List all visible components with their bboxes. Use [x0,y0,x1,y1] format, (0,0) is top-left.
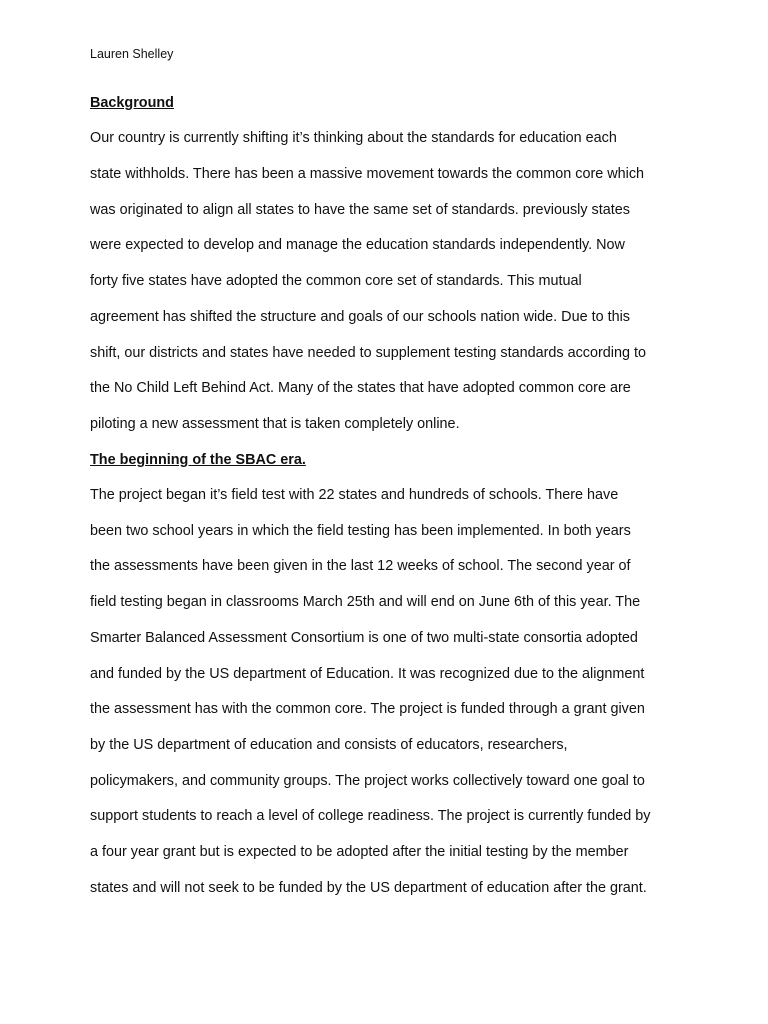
paragraph-line: by the US department of education and consists of educators, researchers, [90,737,568,753]
section-heading-sbac-era: The beginning of the SBAC era. [90,452,306,468]
paragraph-line: policymakers, and community groups. The project works collectively toward one goal to [90,773,645,789]
paragraph-line: support students to reach a level of college readiness. The project is currently funded by [90,808,651,824]
paragraph-line: field testing began in classrooms March 25th and will end on June 6th of this year. The [90,594,641,610]
paragraph-line: Our country is currently shifting it’s thinking about the standards for education each [90,130,617,146]
paragraph-line: were expected to develop and manage the education standards independently. Now [90,237,625,253]
paragraph-line: Smarter Balanced Assessment Consortium is one of two multi-state consortia adopted [90,630,638,646]
paragraph-line: a four year grant but is expected to be adopted after the initial testing by the member [90,844,629,860]
paragraph-line: shift, our districts and states have needed to supplement testing standards according to [90,345,646,361]
paragraph-line: the assessment has with the common core. The project is funded through a grant given [90,701,645,717]
paragraph-line: forty five states have adopted the common core set of standards. This mutual [90,273,582,289]
paragraph-line: piloting a new assessment that is taken completely online. [90,416,460,432]
paragraph-line: state withholds. There has been a massive movement towards the common core which [90,166,645,182]
paragraph-line: states and will not seek to be funded by the US department of education after the grant. [90,880,647,896]
section-heading-background: Background [90,95,174,111]
paragraph-line: agreement has shifted the structure and goals of our schools nation wide. Due to this [90,309,630,325]
paragraph-line: the No Child Left Behind Act. Many of the states that have adopted common core are [90,380,631,396]
paragraph-line: been two school years in which the field testing has been implemented. In both years [90,523,631,539]
paragraph-line: The project began it’s field test with 22 states and hundreds of schools. There have [90,487,619,503]
author-name: Lauren Shelley [90,47,174,61]
paragraph-line: and funded by the US department of Education. It was recognized due to the alignment [90,666,645,682]
paragraph-line: was originated to align all states to have the same set of standards. previously states [90,202,630,218]
paragraph-line: the assessments have been given in the last 12 weeks of school. The second year of [90,558,631,574]
